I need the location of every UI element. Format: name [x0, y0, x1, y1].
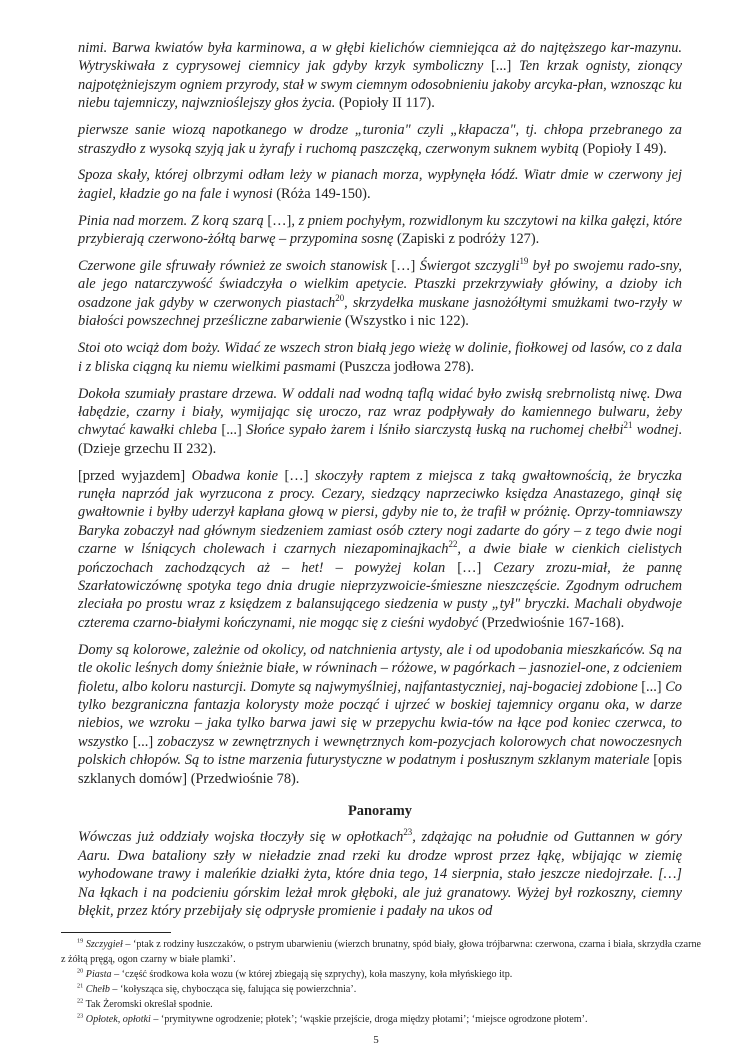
quote-paragraph: [78, 39, 682, 113]
italic-quote-segment: Opłotek, opłotki: [83, 1014, 151, 1025]
footnote: [61, 1012, 701, 1027]
text-segment: [...]: [641, 678, 666, 695]
text-segment: [...]: [221, 422, 247, 439]
text-segment: – ‘ptak z rodziny łuszczaków, o pstrym ubarwieniu (wierzch brunatny, spód biały, głowa trójbarwna: czerwona, czarna i biała, skrzydła czarne z żółtą pręgą, ogon czarny w białe plamki’.: [61, 939, 702, 965]
footnotes: [61, 937, 701, 1027]
italic-quote-segment: wodnej: [632, 422, 679, 439]
footnote: [61, 982, 701, 997]
footnote-ref: 23: [403, 827, 413, 838]
quote-paragraph: [78, 385, 682, 459]
footnote-ref: 22: [448, 539, 458, 550]
text-segment: Tak Żeromski określał spodnie.: [83, 999, 213, 1010]
footnote-ref: 19: [519, 256, 529, 267]
italic-quote-segment: zobaczysz w zewnętrznych i wewnętrznych kom-pozycjach kolorowych chat nowoczesnych polskich chłopów. Są to istne marzenia futurystyczne w podatnym i posłusznym szklanym materiale: [78, 733, 682, 769]
italic-quote-segment: Stoi oto wciąż dom boży. Widać ze wszech stron białą jego wieżę w dolinie, fiołkowej od lasów, co z dala i z bliska ciągną ku niemu wielkimi pasmami: [78, 340, 682, 375]
quote-paragraph: [78, 212, 682, 249]
quote-paragraph: [78, 121, 682, 158]
quote-paragraph: [78, 467, 682, 633]
italic-quote-segment: Pinia nad morzem. Z korą szarą: [78, 212, 268, 229]
text-segment: – ‘prymitywne ogrodzenie; płotek’; ‘wąskie przejście, droga między płotami’; ‘miejsce ogrodzone płotem’.: [150, 1014, 588, 1025]
footnote-ref: 21: [623, 420, 633, 431]
text-segment: (Wszystko i nic 122).: [341, 313, 469, 330]
footnote: [61, 937, 701, 967]
main-text: [78, 39, 682, 929]
text-segment: […]: [284, 467, 315, 484]
italic-quote-segment: był po swojemu rado-sny, ale jego natarczywość świadczyła o wielkim apetycie. Ptaszki przekrzywiały główiny, a dzioby ich osadzone jak gdyby w czerwonych piastach: [78, 258, 682, 311]
text-segment: […]: [267, 212, 292, 229]
footnote-ref: 20: [77, 967, 84, 975]
italic-quote-segment: , skrzydełka muskane jasnożółtymi smużkami two-rzyły w białości powszechnej prześliczne zabarwienie: [78, 294, 683, 330]
text-segment: – ‘część środkowa koła wozu (w której zbiegają się szprychy), koła maszyny, koła młyńskiego itp.: [111, 969, 513, 980]
footnote-separator: [61, 932, 171, 933]
italic-quote-segment: Cezary zrozu-miał, że pannę Szarłatowiczównę spotyka tego dnia drugie nieprzyzwoicie-śmieszne nieszczęście. Zgodnym odruchem zleciała po prostu wraz z księdzem z balansującego siedzenia w pusty „tył" bryczki. Machali obydwoje czterema czarno-białymi kończynami, nie mogąc się z cieśni wydobyć: [78, 559, 682, 631]
italic-quote-segment: , z pniem pochyłym, rozwidlonym ku szczytowi na kilka gałęzi, które przybierają czerwono-żółtą barwę – przypomina sosnę: [78, 212, 682, 248]
text-segment: [...]: [132, 733, 158, 750]
italic-quote-segment: Szczygieł: [83, 939, 123, 950]
text-segment: (Zapiski z podróży 127).: [393, 231, 540, 248]
italic-quote-segment: Spoza skały, której olbrzymi odłam leży w pianach morza, wypłynęła łódź. Wiatr dmie w czerwony jej żagiel, kładzie go na fale i wynosi: [78, 167, 682, 202]
text-segment: . (Dzieje grzechu II 232).: [78, 422, 682, 457]
text-segment: (Róża 149-150).: [272, 185, 371, 202]
italic-quote-segment: Co tylko bezgraniczna fantazja kolorysty może począć i ujrzeć w boskiej tajemnicy organu oka, w darze niebios, we wzroku – jaka tylko barwa jawi się w przepychu kwia-tów na łące pod koniec czerwca, to wszystko: [78, 678, 682, 750]
quote-paragraph: [78, 641, 682, 788]
text-segment: (Puszcza jodłowa 278).: [335, 358, 475, 375]
footnote: [61, 967, 701, 982]
italic-quote-segment: Czerwone gile sfruwały również ze swoich stanowisk: [78, 258, 392, 275]
italic-quote-segment: Piasta: [83, 969, 112, 980]
text-segment: – ‘kołysząca się, chybocząca się, falująca się powierzchnia’.: [109, 984, 357, 995]
page-number: 5: [373, 1034, 379, 1046]
italic-quote-segment: Chełb: [83, 984, 110, 995]
text-segment: (Popioły I 49).: [578, 140, 667, 157]
italic-quote-segment: Dokoła szumiały prastare drzewa. W oddali nad wodną taflą widać było zwisłą srebrnolistą niwę. Dwa łabędzie, czarny i biały, wymijając się uroczo, raz wraz podpływały do kamiennego bulwaru, żeby chwytać kawałki chleba: [78, 385, 682, 439]
italic-quote-segment: skoczyły raptem z miejsca z taką gwałtownością, że bryczka runęła naprzód jak wyrzucona z procy. Cezary, siedzący naprzeciwko księdza Anastazego, ginął się gwałtownie i byłby uderzył kapłana głową w piersi, gdyby nie to, że trafił w próżnię. Oprzy-tomniawszy Baryka zobaczył nad głównym siedzeniem zamiast osób cztery nogi zadarte do góry – z tego dwie nogi czarne w lśniących cholewach i czarnych niezapominajkach: [78, 467, 682, 558]
text-segment: […]: [391, 258, 420, 275]
quote-paragraphs: [78, 39, 682, 788]
text-segment: (Popioły II 117).: [335, 95, 435, 112]
panoramy-paragraph: [78, 828, 682, 920]
italic-quote-segment: pierwsze sanie wiozą napotkanego w drodze „turonia" czyli „kłapacza", tj. chłopa przebranego za straszydło z wysoką szyją jak u żyrafy i ruchomą paszczęką, czerwonym suknem wybitą: [78, 122, 682, 157]
footnote-ref: 21: [77, 982, 84, 990]
text-segment: […]: [457, 559, 494, 576]
quote-paragraph: [78, 339, 682, 376]
text-segment: [...]: [490, 58, 520, 75]
italic-quote-segment: Słońce sypało żarem i lśniło siarczystą łuską na ruchomej chełbi: [246, 422, 624, 439]
italic-quote-segment: Świergot szczygli: [419, 258, 520, 275]
italic-quote-segment: Obadwa konie: [191, 467, 285, 484]
italic-quote-segment: nimi. Barwa kwiatów była karminowa, a w głębi kielichów ciemniejąca aż do najtęższego kar-mazynu. Wytryskiwała z cyprysowej ciemnicy jak gdyby krzyk symboliczny: [78, 40, 682, 75]
section-heading: Panoramy: [348, 803, 412, 820]
italic-quote-segment: , a dwie białe w cienkich cielistych pończochach zachodzących aż – het! – powyżej kolan: [78, 541, 682, 576]
italic-quote-segment: , zdążając na południe od Guttannen w góry Aaru. Dwa bataliony szły w nieładzie znad rzeki ku drodze wprost przez łąkę, wbijając w ziemię wyhodowane trawy i maleńkie działki żyta, które dnia tego, 14 sierpnia, stało jeszcze niedojrzałe. […] Na łąkach i na podcieniu górskim leżał mrok głęboki, ale już granatowy. Wyżej był rozkoszny, ciemny błękit, przez który przebijały się odprysłe promienie i padały na ukos od: [78, 829, 682, 920]
text-segment: [opis szklanych domów] (Przedwiośnie 78).: [78, 752, 682, 787]
footnote-ref: 19: [77, 937, 84, 945]
italic-quote-segment: Domy są kolorowe, zależnie od okolicy, od natchnienia artysty, ale i od upodobania mieszkańców. Są na tle okolic leśnych domy śnieżnie białe, w równinach – różowe, w pagórkach – jasnoziel-one, z odcieniem fioletu, albo koloru nasturcji. Domyte są najwymyślniej, najfantastyczniej, naj-bogaciej zdobione: [78, 641, 682, 695]
text-segment: [przed wyjazdem]: [78, 467, 192, 484]
italic-quote-segment: Wówczas już oddziały wojska tłoczyły się w opłotkach: [78, 829, 404, 846]
footnote: [61, 997, 701, 1012]
quote-paragraph: [78, 257, 682, 331]
italic-quote-segment: Ten krzak ognisty, zionący najpotężniejszym ogniem przyrody, stał w swym ciemnym odosobnieniu jakoby arcyka-płan, wznosząc ku niebu tajemniczy, najwznioślejszy głos życia.: [78, 58, 682, 112]
footnote-ref: 20: [335, 293, 345, 304]
footnote-ref: 22: [77, 997, 84, 1005]
text-segment: (Przedwiośnie 167-168).: [478, 614, 625, 631]
quote-paragraph: [78, 166, 682, 203]
footnote-ref: 23: [77, 1012, 84, 1020]
